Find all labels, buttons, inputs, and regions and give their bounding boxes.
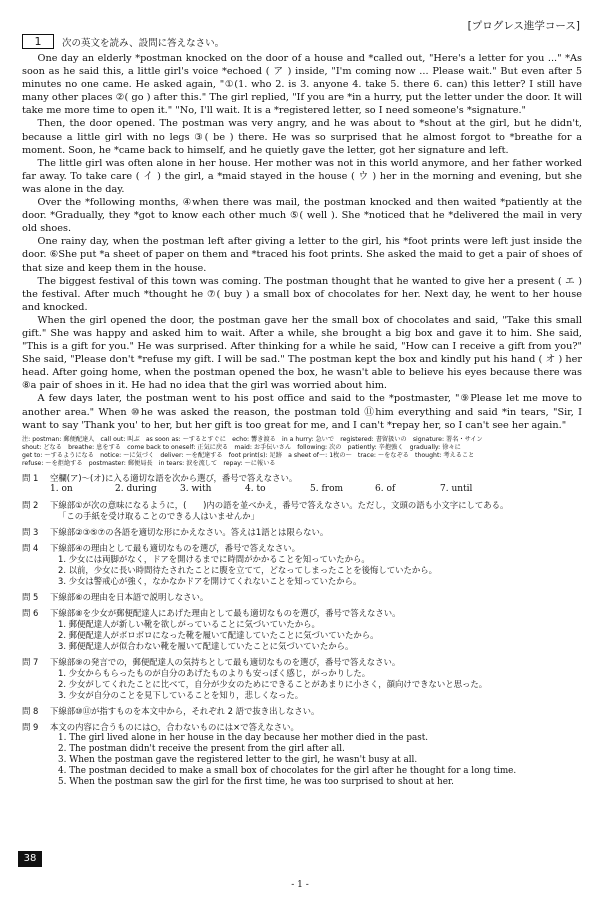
choice: 2. 以前，少女に長い時間待たされたことに腹を立てて，どなってしまったことを後悔していたから。	[58, 564, 437, 575]
statement: 5. When the postman saw the girl for the first time, he was too surprised to shout at her.	[58, 776, 454, 787]
question-label: 問 2	[22, 499, 39, 510]
page-number: - 1 -	[291, 880, 309, 890]
question-label: 問 4	[22, 542, 39, 553]
glossary-line: get to: ～するようになる notice: ～に気づく deliver: ～を配達する foot print(s): 足跡 a sheet of～: 1枚の～ trace: ～をなぞる thought: 考えること	[22, 451, 475, 459]
choice: 2. 郵便配達人がボロボロになった靴を履いて配達していたことに気づいていたから。	[58, 629, 379, 640]
choice: 1. 少女からもらったものが自分のあげたものよりも安っぽく感じ，がっかりした。	[58, 667, 371, 678]
question-9	[22, 722, 582, 788]
paragraph-7: When the girl opened the door, the postman gave her the small box of chocolates and said, "Take this small gift." She was happy and asked him to wait. After a while, she brought a big box and gave it to him. She said, "This is a gift for you." He was surprised. After thinking for a while he said, "How can I receive a gift from you?" She said, "Please don't *refuse my gift. I will be sad." The postman kept the box and kindly put his hand ( オ ) her head. After going home, when the postman opened the box, he wasn't able to believe his eyes because there was ⑧a pair of shoes in it. He had no idea that the girl was worried about him.	[22, 314, 582, 392]
glossary	[22, 436, 582, 468]
question-7	[22, 657, 582, 701]
choice: 1. 少女には両脚がなく，ドアを開けるまでに時間がかかることを知っていたから。	[58, 553, 370, 564]
question-number-box: 1	[22, 34, 54, 49]
question-text: 下線部⑧を少女が郵便配達人にあげた理由として最も適切なものを選び，番号で答えなさい。	[50, 607, 401, 618]
question-6	[22, 608, 582, 652]
question-8	[22, 706, 582, 717]
question-label: 問 5	[22, 591, 39, 602]
paragraph-6: The biggest festival of this town was coming. The postman thought that he wanted to give her a present ( エ ) the festival. After much *thought he ⑦( buy ) a small box of chocolates for her. Next day, he went to her house and knocked.	[22, 275, 582, 313]
target-meaning: 「この手紙を受け取ることのできる人はいませんか」	[58, 510, 259, 521]
option: 6. of	[375, 483, 396, 494]
choice: 1. 郵便配達人が新しい靴を欲しがっていることに気づいていたから。	[58, 618, 320, 629]
paragraph-8: A few days later, the postman went to his post office and said to the *postmaster, "⑨Please let me move to another area." When ⑩he was asked the reason, the postman told ⑪him everything and said *in tears, "Sir, I want to say 'Thank you' to her, but her gift is too great for me, and I can't *repay her, so I can't see her again."	[22, 393, 582, 431]
question-text: 下線部⑥の理由を日本語で説明しなさい。	[50, 591, 209, 602]
option: 7. until	[440, 483, 473, 494]
statement: 2. The postman didn't receive the present from the girl after all.	[58, 743, 345, 754]
paragraph-3: The little girl was often alone in her house. Her mother was not in this world anymore, and her father worked far away. To take care ( イ ) the girl, a *maid stayed in the house ( ウ ) her in the morning and evening, but she was alone in the day.	[22, 157, 582, 195]
paragraph-2: Then, the door opened. The postman was very angry, and he was about to *shout at the girl, but he didn't, because a little girl with no legs ③( be ) there. He was so surprised that he almost forgot to *breathe for a moment. Soon, he *came back to himself, and he quietly gave the letter, got her signature and left.	[22, 118, 582, 156]
question-label: 問 7	[22, 656, 39, 667]
questions	[22, 473, 582, 788]
option: 5. from	[310, 483, 344, 494]
question-text: 下線部④の理由として最も適切なものを選び，番号で答えなさい。	[50, 542, 301, 553]
instruction-text: 次の英文を読み、設問に答えなさい。	[62, 37, 225, 49]
option: 4. to	[245, 483, 266, 494]
passage	[22, 52, 582, 432]
question-text: 下線部⑨の発言での，郵便配達人の気持ちとして最も適切なものを選び，番号で答えなさい。	[50, 656, 401, 667]
statement: 3. When the postman gave the registered letter to the girl, he wasn't busy at all.	[58, 754, 418, 765]
question-label: 問 1	[22, 472, 39, 483]
option: 3. with	[180, 483, 212, 494]
question-1	[22, 473, 582, 495]
question-label: 問 8	[22, 705, 39, 716]
question-text: 下線部②③⑤⑦の各語を適切な形にかえなさい。答えは1語とは限らない。	[50, 526, 329, 537]
question-3	[22, 527, 582, 538]
choice: 3. 郵便配達人が似合わない靴を履いて配達していたことに気づいていたから。	[58, 640, 354, 651]
option: 2. during	[115, 483, 157, 494]
choice: 3. 少女が自分のことを見下していることを知り，悲しくなった。	[58, 689, 304, 700]
option: 1. on	[50, 483, 73, 494]
question-text: 下線部⑩⑪が指すものを本文中から，それぞれ 2 語で抜き出しなさい。	[50, 705, 320, 716]
paragraph-5: One rainy day, when the postman left after giving a letter to the girl, his *foot prints were left just inside the door. ⑥She put *a sheet of paper on them and *traced his foot prints. She asked the maid to get a pair of shoes of that size and keep them in the house.	[22, 236, 582, 274]
course-label: [プログレス進学コース]	[467, 20, 580, 32]
question-text: 下線部①が次の意味になるように，( )内の語を並べかえ，番号で答えなさい。ただし，文頭の語も小文字にしてある。	[50, 499, 509, 510]
question-4	[22, 543, 582, 587]
question-text: 空欄(ア)～(オ)に入る適切な語を次から選び，番号で答えなさい。	[50, 472, 298, 483]
statement: 4. The postman decided to make a small box of chocolates for the girl after he thought for a long time.	[58, 765, 517, 776]
statement: 1. The girl lived alone in her house in the day because her mother died in the past.	[58, 732, 429, 743]
question-label: 問 6	[22, 607, 39, 618]
glossary-line: shout: どなる breathe: 息をする come back to oneself: 正気に戻る maid: お手伝いさん following: 次の patiently: 辛抱強く gradually: 徐々に	[22, 443, 461, 451]
glossary-line: 注: postman: 郵便配達人 call out: 叫ぶ as soon as: ～するとすぐに echo: 響き渡る in a hurry: 急いで registered: 書留扱いの signature: 署名・サイン	[22, 435, 483, 443]
paragraph-4: Over the *following months, ④when there was mail, the postman knocked and then waited *patiently at the door. *Gradually, they *got to know each other much ⑤( well ). She *noticed that he *delivered the mail in very old shoes.	[22, 197, 582, 235]
choice: 3. 少女は警戒心が強く，なかなかドアを開けてくれないことを知っていたから。	[58, 575, 362, 586]
question-header	[22, 34, 582, 49]
question-label: 問 9	[22, 721, 39, 732]
question-2	[22, 500, 582, 522]
glossary-line: refuse: ～を拒絶する postmaster: 郵便局長 in tears: 涙を流して repay: ～に報いる	[22, 459, 276, 467]
question-label: 問 3	[22, 526, 39, 537]
option-row	[50, 484, 582, 495]
exam-page	[22, 18, 582, 788]
choice: 2. 少女がしてくれたことに比べて，自分が少女のためにできることがあまりに小さく，顔向けできないと思った。	[58, 678, 488, 689]
paragraph-1: One day an elderly *postman knocked on the door of a house and *called out, "Here's a letter for you ..." *As soon as he said this, a little girl's voice *echoed ( ア ) inside, "I'm coming now ... Please wait." But even after 5 minutes no one came. He asked again, "①(1. who 2. is 3. anyone 4. take 5. there 6. can) this letter? I still have many other places ②( go ) after this." The girl replied, "If you are *in a hurry, put the letter under the door. It will take me more time to open it." "No, I'll wait. It is a *registered letter, so I need someone's *signature."	[22, 53, 582, 117]
side-page-tab: 38	[18, 851, 42, 867]
question-text: 本文の内容に合うものには○，合わないものには×で答えなさい。	[50, 721, 299, 732]
question-5	[22, 592, 582, 603]
